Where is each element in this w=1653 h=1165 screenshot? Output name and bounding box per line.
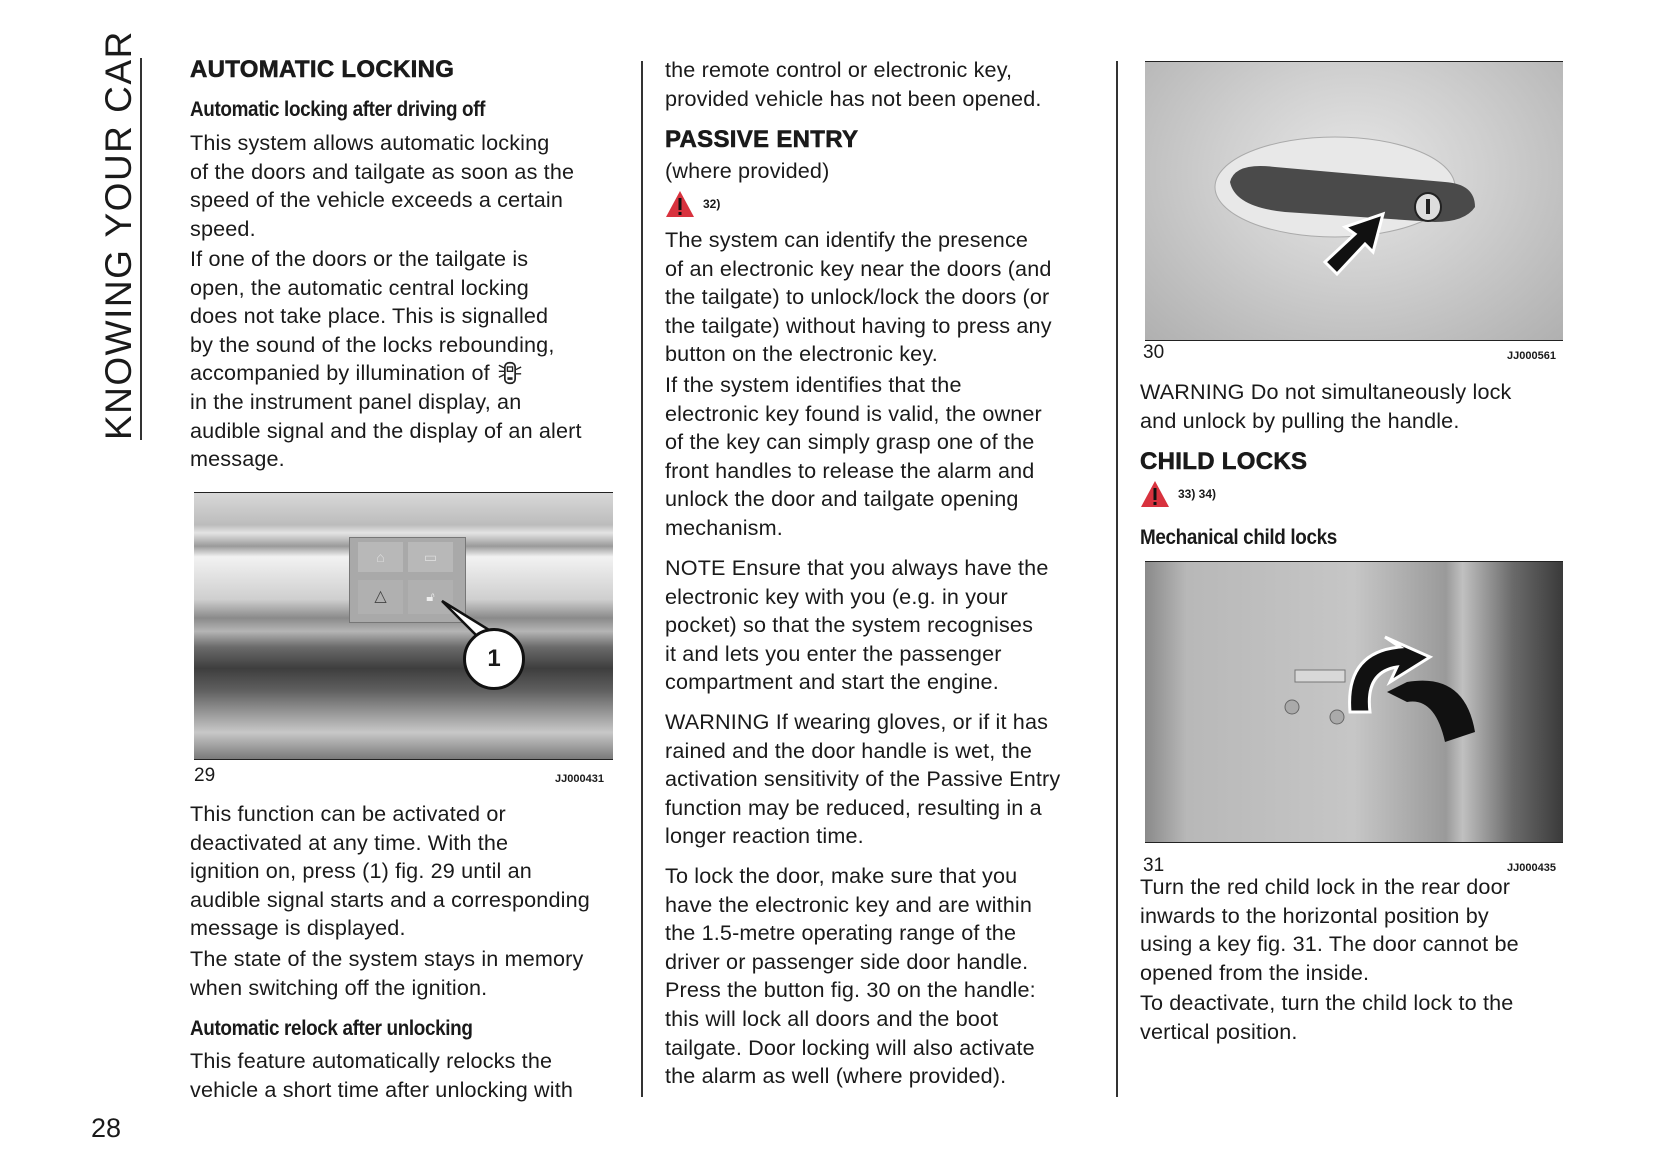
warning-reference xyxy=(1140,480,1216,508)
heading-passive-entry: PASSIVE ENTRY xyxy=(665,126,859,153)
paragraph-text: If one of the doors or the tailgate is open, the automatic central locking does not take place. This is signalled by the sound of the locks rebounding, accompanied by illumination of xyxy=(190,246,555,386)
car-icon: ▭ xyxy=(408,542,453,572)
figure-code: JJ000561 xyxy=(1507,350,1556,362)
column-divider xyxy=(1116,61,1118,1097)
door-open-indicator-icon xyxy=(496,361,524,385)
heading-child-locks: CHILD LOCKS xyxy=(1140,448,1308,475)
heading-automatic-locking: AUTOMATIC LOCKING xyxy=(190,56,455,83)
paragraph: If the system identifies that the electronic key found is valid, the owner of the key can simply grasp one of the front handles to release the alarm and unlock the door and tailgate opening mechanism. xyxy=(665,372,1042,540)
warning-paragraph: WARNING Do not simultaneously lock and unlock by pulling the handle. xyxy=(1140,379,1512,433)
paragraph: To lock the door, make sure that you have the electronic key and are within the 1.5-metre operating range of the driver or passenger side door handle. Press the button fig. 30 on the handle: this will lock all doors and the boot tailgate. Door locking will also activate the alarm as well (where provided). xyxy=(665,863,1036,1089)
figure-30-door-handle xyxy=(1145,61,1563,341)
warning-triangle-icon xyxy=(1140,480,1170,508)
paragraph: To deactivate, turn the child lock to the vertical position. xyxy=(1140,990,1514,1044)
paragraph: Turn the red child lock in the rear door inwards to the horizontal position by using a key fig. 31. The door cannot be opened from the inside. xyxy=(1140,874,1519,985)
paragraph: This feature automatically relocks the vehicle a short time after unlocking with xyxy=(190,1048,574,1102)
paragraph: the remote control or electronic key, provided vehicle has not been opened. xyxy=(665,57,1042,111)
warning-ref-text: 33) 34) xyxy=(1178,487,1217,501)
callout-pointer xyxy=(194,493,613,759)
subheading-locking-after-driving: Automatic locking after driving off xyxy=(190,98,486,121)
paragraph: This system allows automatic locking of the doors and tailgate as soon as the speed of the vehicle exceeds a certain speed. xyxy=(190,130,575,241)
paragraph-text: in the instrument panel display, an audible signal and the display of an alert message. xyxy=(190,388,582,472)
paragraph: The state of the system stays in memory when switching off the ignition. xyxy=(190,946,584,1000)
subheading-mechanical-child-locks: Mechanical child locks xyxy=(1140,526,1337,549)
figure-code: JJ000431 xyxy=(555,773,604,785)
figure-29-dashboard-buttons xyxy=(194,492,613,760)
where-provided-note: (where provided) xyxy=(665,158,830,183)
paragraph xyxy=(190,245,582,474)
warning-ref-text: 32) xyxy=(703,197,721,211)
home-icon: ⌂ xyxy=(358,542,403,572)
page-number: 28 xyxy=(91,1113,122,1143)
warning-reference xyxy=(665,190,720,218)
subheading-relock-after-unlocking: Automatic relock after unlocking xyxy=(190,1017,473,1040)
lock-icon: 🔓︎ xyxy=(408,580,453,614)
figure-code: JJ000435 xyxy=(1507,862,1556,874)
callout-number: 1 xyxy=(463,628,525,690)
side-title-divider xyxy=(140,58,142,440)
warning-paragraph: WARNING If wearing gloves, or if it has rained and the door handle is wet, the activation sensitivity of the Passive Entry function may be reduced, resulting in a longer reaction time. xyxy=(665,709,1061,849)
hazard-icon: △ xyxy=(358,580,403,614)
column-divider xyxy=(641,61,643,1097)
note-paragraph: NOTE Ensure that you always have the electronic key with you (e.g. in your pocket) so that the system recognises it and lets you enter the passenger compartment and start the engine. xyxy=(665,555,1049,695)
door-handle-illustration xyxy=(1145,62,1563,340)
paragraph: The system can identify the presence of an electronic key near the doors (and the tailgate) to unlock/lock the doors (or the tailgate) without having to press any button on the electronic key. xyxy=(665,227,1052,367)
paragraph: This function can be activated or deactivated at any time. With the ignition on, press (1) fig. 29 until an audible signal starts and a corresponding message is displayed. xyxy=(190,801,590,941)
figure-number: 30 xyxy=(1143,342,1165,363)
side-section-title: KNOWING YOUR CAR xyxy=(98,30,139,440)
child-lock-illustration xyxy=(1145,562,1563,842)
figure-31-child-lock xyxy=(1145,561,1563,843)
figure-number: 29 xyxy=(194,765,216,786)
figure-number: 31 xyxy=(1143,855,1165,876)
warning-triangle-icon xyxy=(665,190,695,218)
